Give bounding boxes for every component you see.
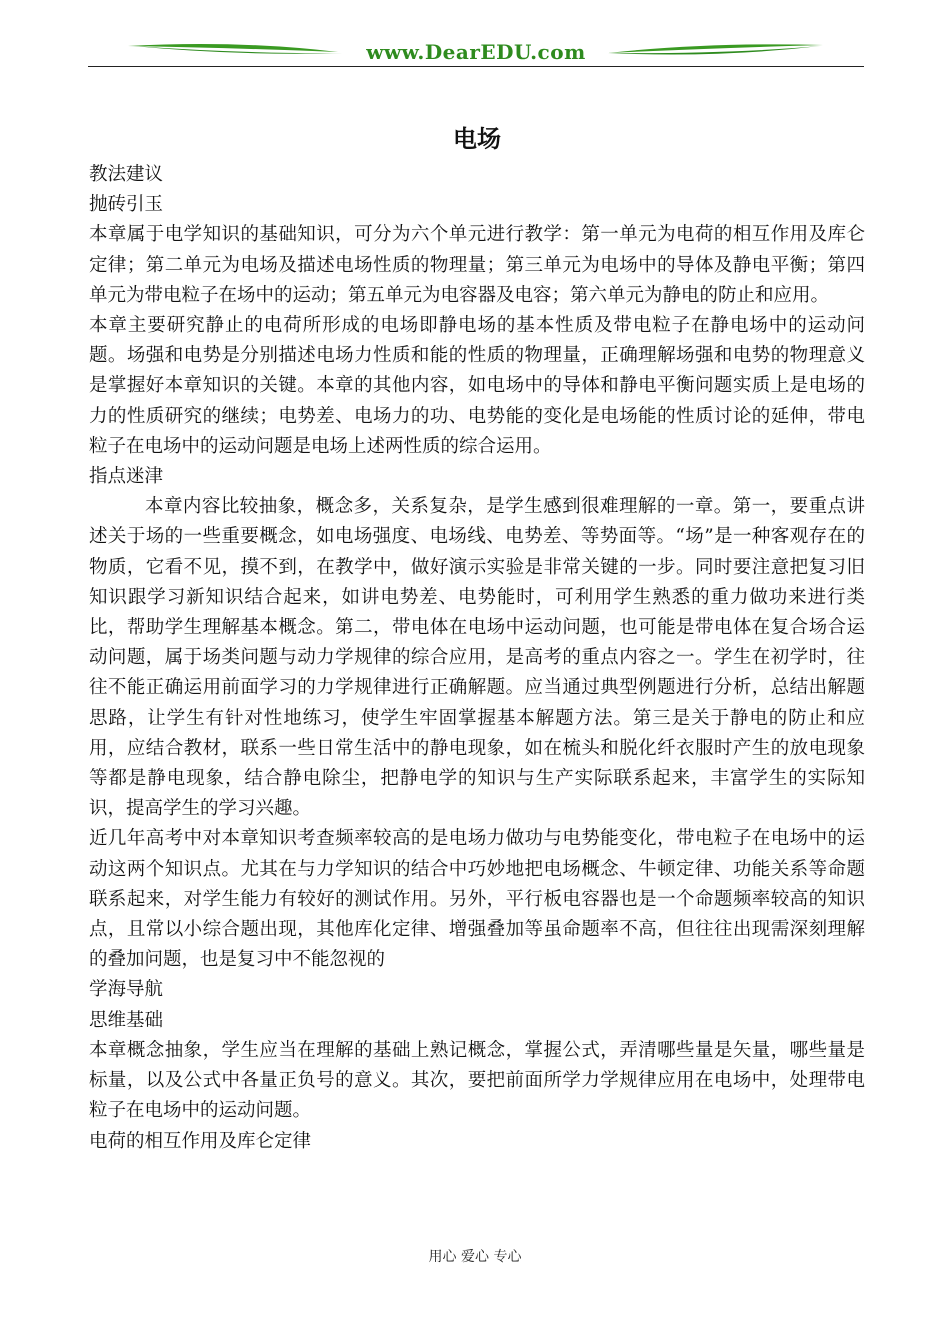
- page-footer: 用心 爱心 专心: [428, 1249, 522, 1265]
- paragraph-guidance: 本章内容比较抽象，概念多，关系复杂，是学生感到很难理解的一章。第一，要重点讲述关于场的一些重要概念，如电场强度、电场线、电势差、等势面等。“场”是一种客观存在的物质，它看不见，摸不到，在教学中，做好演示实验是非常关键的一步。同时要注意把复习旧知识跟学习新知识结合起来，如讲电势差、电势能时，可利用学生熟悉的重力做功来进行类比，帮助学生理解基本概念。第二，带电体在电场中运动问题，也可能是带电体在复合场合运动问题，属于场类问题与动力学规律的综合应用，是高考的重点内容之一。学生在初学时，往往不能正确运用前面学习的力学规律进行正确解题。应当通过典型例题进行分析，总结出解题思路，让学生有针对性地练习，使学生牢固掌握基本解题方法。第三是关于静电的防止和应用，应结合教材，联系一些日常生活中的静电现象，如在梳头和脱化纤衣服时产生的放电现象等都是静电现象，结合静电除尘，把静电学的知识与生产实际联系起来，丰富学生的实际知识，提高学生的学习兴趣。: [89, 496, 865, 820]
- header-rule: [88, 66, 864, 67]
- site-logo-text[interactable]: www.DearEDU.com: [88, 40, 864, 64]
- heading-basis: 思维基础: [89, 1009, 164, 1031]
- heading-intro: 抛砖引玉: [89, 194, 164, 216]
- paragraph-basis: 本章概念抽象，学生应当在理解的基础上熟记概念，掌握公式，弄清哪些量是矢量，哪些量是标量，以及公式中各量正负号的意义。其次，要把前面所学力学规律应用在电场中，处理带电粒子在电场中的运动问题。: [89, 1039, 865, 1122]
- heading-teaching: 教法建议: [89, 164, 164, 185]
- paragraph-units: 本章属于电学知识的基础知识，可分为六个单元进行教学：第一单元为电荷的相互作用及库仑定律；第二单元为电场及描述电场性质的物理量；第三单元为电场中的导体及静电平衡；第四单元为带电粒子在场中的运动；第五单元为电容器及电容；第六单元为静电的防止和应用。: [89, 224, 865, 306]
- heading-coulomb: 电荷的相互作用及库仑定律: [89, 1130, 312, 1152]
- heading-nav: 学海导航: [89, 979, 164, 1001]
- heading-guide: 指点迷津: [89, 466, 164, 488]
- site-header: [88, 36, 864, 68]
- document-body: [89, 118, 865, 1157]
- paragraph-overview: 本章主要研究静止的电荷所形成的电场即静电场的基本性质及带电粒子在静电场中的运动问题。场强和电势是分别描述电场力性质和能的性质的物理量，正确理解场强和电势的物理意义是掌握好本章知识的关键。本章的其他内容，如电场中的导体和静电平衡问题实质上是电场的力的性质研究的继续；电势差、电场力的功、电势能的变化是电场能的性质讨论的延伸，带电粒子在电场中的运动问题是电场上述两性质的综合运用。: [89, 315, 865, 457]
- page-title: 电场: [453, 124, 501, 153]
- paragraph-exam: 近几年高考中对本章知识考查频率较高的是电场力做功与电势能变化，带电粒子在电场中的运动这两个知识点。尤其在与力学知识的结合中巧妙地把电场概念、牛顿定律、功能关系等命题联系起来，对学生能力有较好的测试作用。另外，平行板电容器也是一个命题频率较高的知识点，且常以小综合题出现，其他库化定律、增强叠加等虽命题率不高，但往往出现需深刻理解的叠加问题，也是复习中不能忽视的: [89, 828, 865, 971]
